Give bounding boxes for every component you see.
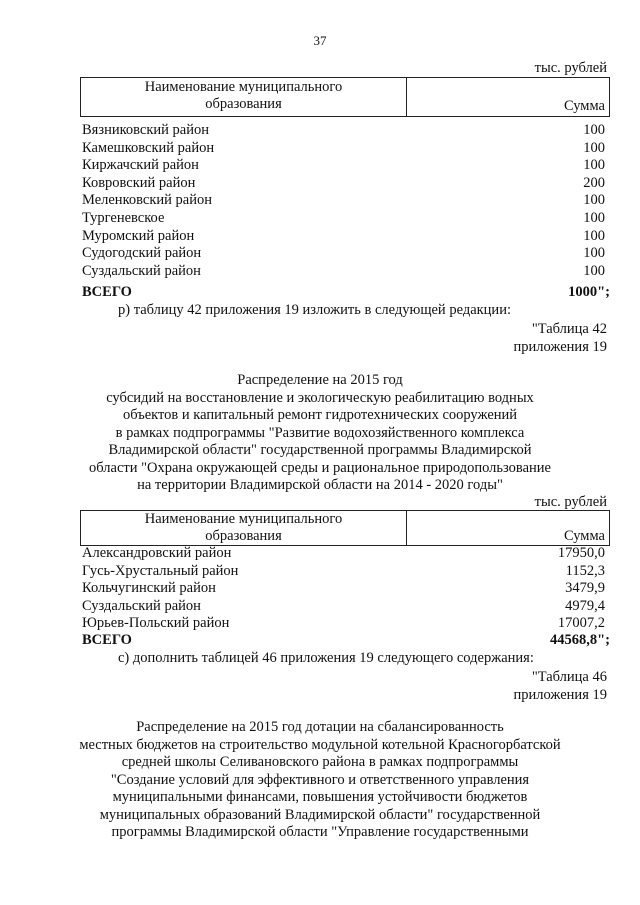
title-line: муниципальных образований Владимирской области" государственной <box>99 806 541 823</box>
total-value: 44568,8"; <box>549 632 610 648</box>
table-row <box>82 192 605 210</box>
table2-header-divider <box>406 511 407 545</box>
table1-col-name-line2: образования <box>205 96 282 112</box>
table1-unit: тыс. рублей <box>534 60 607 76</box>
page-number: 37 <box>313 33 327 48</box>
total-label: ВСЕГО <box>82 632 132 648</box>
table1-header <box>80 77 610 117</box>
row-name: Суздальский район <box>82 597 201 614</box>
table1-col-name-line1: Наименование муниципального <box>144 79 343 95</box>
row-value: 100 <box>583 157 605 174</box>
row-value: 100 <box>583 192 605 209</box>
instruction-r: р) таблицу 42 приложения 19 изложить в следующей редакции: <box>118 302 511 318</box>
row-name: Киржачский район <box>82 157 199 174</box>
table-row <box>82 598 605 616</box>
row-name: Ковровский район <box>82 174 196 191</box>
table-row <box>82 228 605 246</box>
total-label: ВСЕГО <box>82 284 132 300</box>
table-row <box>82 122 605 140</box>
table-row <box>82 263 605 281</box>
table-row <box>82 157 605 175</box>
title-line: Распределение на 2015 год дотации на сбалансированность <box>136 719 504 735</box>
table-row <box>82 563 605 581</box>
table42-ref-line2: приложения 19 <box>513 339 607 355</box>
row-value: 100 <box>583 262 605 279</box>
row-value: 17950,0 <box>557 545 605 561</box>
row-value: 17007,2 <box>557 615 605 632</box>
row-name: Кольчугинский район <box>82 580 216 597</box>
table-row <box>82 545 605 563</box>
title-line: средней школы Селивановского района в рамках подпрограммы <box>121 754 519 770</box>
table-row <box>82 140 605 158</box>
row-value: 3479,9 <box>565 580 605 597</box>
row-name: Суздальский район <box>82 262 201 279</box>
table46-ref-line1: "Таблица 46 <box>531 669 607 685</box>
title-line: области "Охрана окружающей среды и рациональное природопользование <box>89 459 551 476</box>
table1-col-sum: Сумма <box>563 98 605 114</box>
table2-col-name <box>81 511 406 545</box>
table-row <box>82 615 605 633</box>
row-value: 100 <box>583 210 605 226</box>
row-name: Юрьев-Польский район <box>82 615 230 632</box>
row-value: 100 <box>583 139 605 156</box>
title-line: субсидий на восстановление и экологическую реабилитацию водных <box>106 389 534 406</box>
table1-col-name <box>81 79 406 113</box>
row-value: 100 <box>583 245 605 262</box>
title-line: муниципальными финансами, повышения устойчивости бюджетов <box>112 789 528 805</box>
row-value: 1152,3 <box>565 562 605 579</box>
table2-total-row <box>82 632 610 650</box>
title-line: в рамках подпрограммы "Развитие водохозяйственного комплекса <box>115 424 525 441</box>
table-row <box>82 210 605 228</box>
row-name: Вязниковский район <box>82 122 209 138</box>
table46-title <box>60 719 580 842</box>
table42-title <box>60 372 580 495</box>
table2-unit: тыс. рублей <box>534 494 607 510</box>
table2-col-sum: Сумма <box>563 528 605 544</box>
title-line: "Создание условий для эффективного и ответственного управления <box>110 771 530 788</box>
row-value: 4979,4 <box>565 597 605 614</box>
table2-col-name-line2: образования <box>205 528 282 544</box>
table-row <box>82 245 605 263</box>
table42-ref-line1: "Таблица 42 <box>531 321 607 337</box>
title-line: программы Владимирской области "Управление государственными <box>111 824 529 840</box>
table2-header <box>80 510 610 546</box>
table-row <box>82 580 605 598</box>
title-line: Владимирской области" государственной программы Владимирской <box>108 442 532 458</box>
total-value: 1000"; <box>568 284 610 300</box>
table1-total-row <box>82 284 610 302</box>
row-name: Камешковский район <box>82 139 215 156</box>
row-name: Тургеневское <box>82 210 165 226</box>
row-name: Меленковский район <box>82 192 212 209</box>
row-value: 200 <box>583 174 605 191</box>
row-name: Гусь-Хрустальный район <box>82 562 239 579</box>
row-value: 100 <box>583 227 605 244</box>
table2-col-name-line1: Наименование муниципального <box>144 511 343 527</box>
row-name: Александровский район <box>82 545 232 561</box>
table-row <box>82 175 605 193</box>
row-value: 100 <box>583 122 605 138</box>
title-line: Распределение на 2015 год <box>237 372 403 388</box>
instruction-s: с) дополнить таблицей 46 приложения 19 следующего содержания: <box>118 650 534 666</box>
title-line: на территории Владимирской области на 2014 - 2020 годы" <box>137 477 503 493</box>
title-line: местных бюджетов на строительство модульной котельной Красногорбатской <box>79 736 561 753</box>
row-name: Муромский район <box>82 227 195 244</box>
row-name: Судогодский район <box>82 245 202 262</box>
table46-ref-line2: приложения 19 <box>513 687 607 703</box>
title-line: объектов и капитальный ремонт гидротехнических сооружений <box>122 407 518 423</box>
table1-header-divider <box>406 78 407 116</box>
